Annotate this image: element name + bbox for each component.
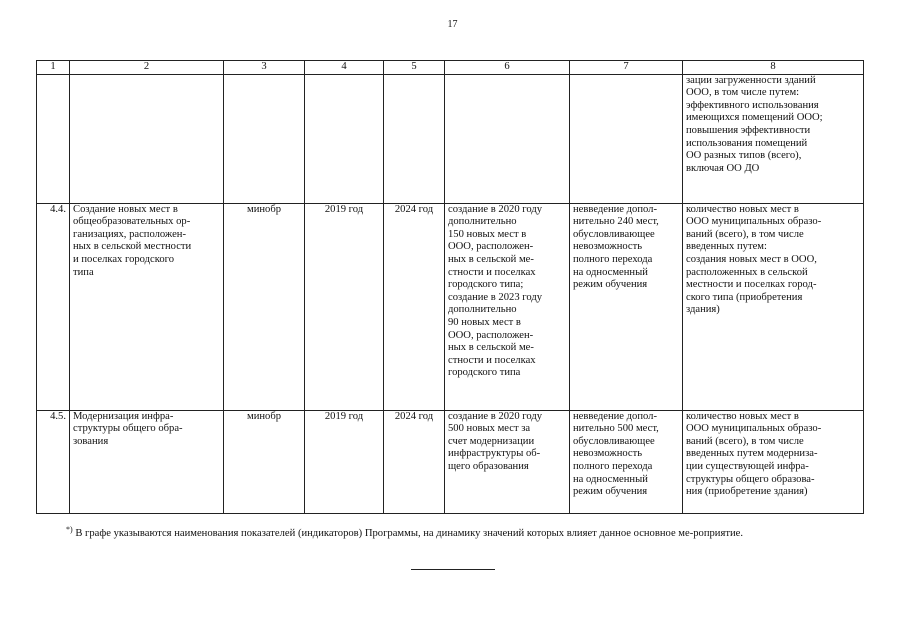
consequences: невведение допол- нительно 500 мест, обусловливающее невозможность полного перехода на односменный режим обучения [570, 410, 683, 513]
header-cell: 1 [37, 61, 70, 75]
measure-name: Модернизация инфра- структуры общего обра- зования [70, 410, 224, 513]
empty-cell [37, 74, 70, 203]
header-row [37, 61, 864, 75]
start-year: 2019 год [305, 410, 384, 513]
measure-name: Создание новых мест в общеобразовательных ор- ганизациях, расположен- ных в сельской местности и поселках городского типа [70, 203, 224, 410]
empty-cell [224, 74, 305, 203]
header-cell: 6 [445, 61, 570, 75]
footnote-mark: *) [66, 525, 73, 534]
consequences: невведение допол- нительно 240 мест, обусловливающее невозможность полного перехода на односменный режим обучения [570, 203, 683, 410]
measures-table [36, 60, 864, 514]
table-row [37, 203, 864, 410]
empty-cell [570, 74, 683, 203]
indicators: количество новых мест в ООО муниципальных образо- ваний (всего), в том числе введенных путем: создания новых мест в ООО, расположенных в сельской местности и поселках город- ского типа (приобретения здания) [683, 203, 864, 410]
table-row [37, 410, 864, 513]
header-cell: 3 [224, 61, 305, 75]
continuation-row [37, 74, 864, 203]
header-cell: 7 [570, 61, 683, 75]
expected-result: создание в 2020 году дополнительно 150 новых мест в ООО, расположен- ных в сельской ме- стности и поселках городского типа; создание в 2023 году дополнительно 90 новых мест в ООО, расположен- ных в сельской ме- стности и поселках городского типа [445, 203, 570, 410]
row-number: 4.5. [37, 410, 70, 513]
empty-cell [305, 74, 384, 203]
expected-result: создание в 2020 году 500 новых мест за счет модернизации инфраструктуры об- щего образования [445, 410, 570, 513]
header-cell: 5 [384, 61, 445, 75]
footnote-text: В графе указываются наименования показателей (индикаторов) Программы, на динамику значений которых влияет данное основное ме-роприятие. [72, 528, 743, 539]
footnote [36, 521, 863, 542]
empty-cell [445, 74, 570, 203]
page-number: 17 [447, 19, 458, 30]
executor: минобр [224, 410, 305, 513]
end-year: 2024 год [384, 203, 445, 410]
header-cell: 2 [70, 61, 224, 75]
indicators: количество новых мест в ООО муниципальных образо- ваний (всего), в том числе введенных путем модерниза- ции существующей инфра- структуры общего образова- ния (приобретение здания) [683, 410, 864, 513]
indicators-continuation: зации загруженности зданий ООО, в том числе путем: эффективного использования имеющихся помещений ООО; повышения эффективности использования помещений ОО разных типов (всего), включая ОО ДО [683, 74, 864, 203]
header-cell: 8 [683, 61, 864, 75]
empty-cell [384, 74, 445, 203]
row-number: 4.4. [37, 203, 70, 410]
start-year: 2019 год [305, 203, 384, 410]
end-year: 2024 год [384, 410, 445, 513]
header-cell: 4 [305, 61, 384, 75]
end-rule [411, 569, 495, 570]
executor: минобр [224, 203, 305, 410]
empty-cell [70, 74, 224, 203]
